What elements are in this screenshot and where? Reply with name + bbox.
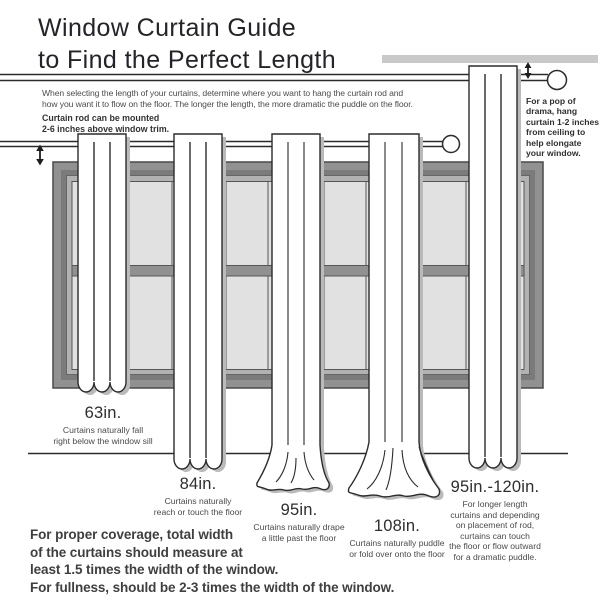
length-caption: Curtains naturally drape a little past the floor <box>253 522 345 543</box>
page-title <box>38 12 336 76</box>
length-caption: Curtains naturally fall right below the window sill <box>53 425 153 446</box>
curtain-84in <box>174 134 222 469</box>
rod-finial <box>443 136 460 153</box>
length-caption: For longer length curtains and depending on placement of rod, curtains can touch the floor or flow outward for a dramatic puddle. <box>449 499 541 562</box>
length-caption: Curtains naturally puddle or fold over onto the floor <box>349 538 445 559</box>
ceiling-rod-finial <box>548 71 567 90</box>
curtain-63in <box>78 134 126 392</box>
ceiling-gap-arrow-icon <box>525 62 532 79</box>
length-value: 95in.-120in. <box>450 478 540 496</box>
ceiling-bar <box>382 55 598 63</box>
width-guideline-text: For proper coverage, total width of the curtains should measure at least 1.5 times the width of the window. For fullness, should be 2-3 times the width of the window. <box>30 527 395 595</box>
label-95-120in <box>412 478 578 563</box>
ceiling-tip: For a pop of drama, hang curtain 1-2 inches from ceiling to help elongate your window. <box>526 96 600 159</box>
label-63in <box>33 404 173 447</box>
length-value: 84in. <box>179 475 217 493</box>
rod-gap-arrow-icon <box>36 145 44 166</box>
curtain-95-120in <box>469 66 517 468</box>
length-value: 108in. <box>373 517 421 535</box>
rod-mount-note: Curtain rod can be mounted 2-6 inches above window trim. <box>42 113 170 134</box>
page-title-line-1: Window Curtain Guide <box>38 14 297 42</box>
length-value: 63in. <box>84 404 122 422</box>
length-value: 95in. <box>280 501 318 519</box>
intro-text: When selecting the length of your curtains, determine where you want to hang the curtain rod and how you want it to flow on the floor. The longer the length, the more dramatic the puddle on the floor. <box>42 88 413 109</box>
page-title-line-2: to Find the Perfect Length <box>38 46 337 74</box>
length-caption: Curtains naturally reach or touch the floor <box>153 496 243 517</box>
